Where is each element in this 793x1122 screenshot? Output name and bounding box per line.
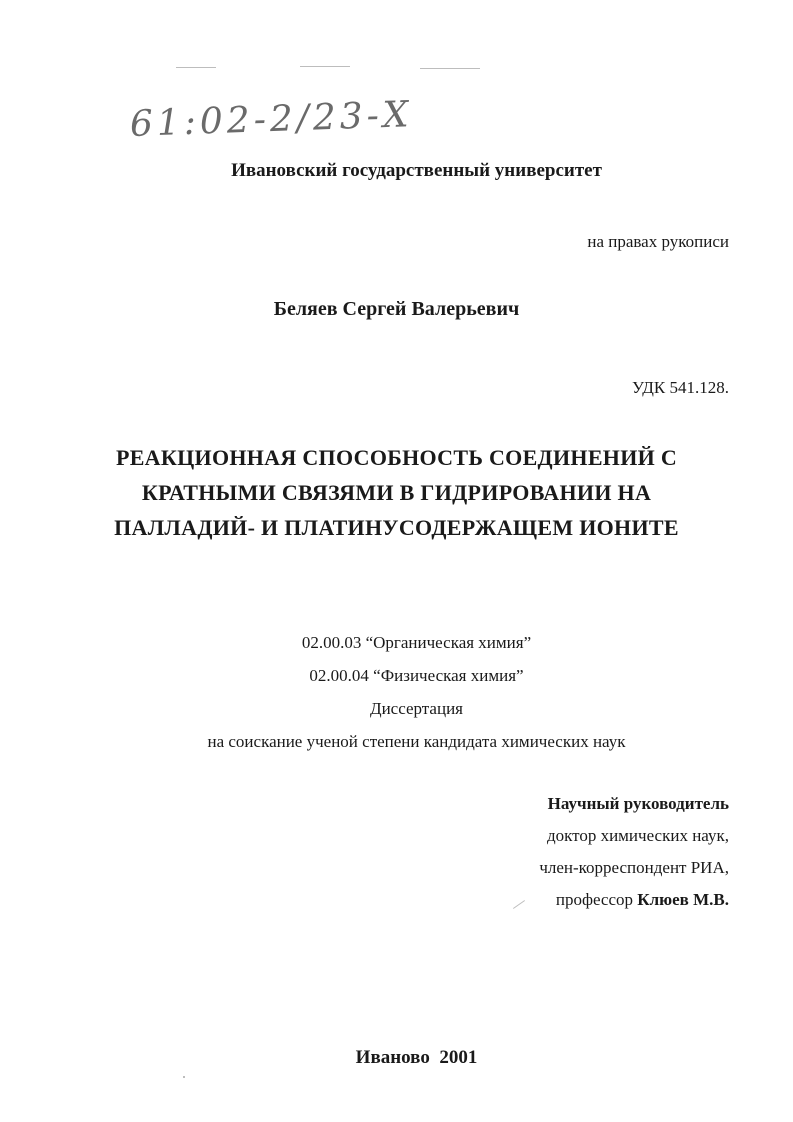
scan-speck (300, 66, 350, 67)
dissertation-title (0, 440, 793, 545)
udk-code: УДК 541.128. (631, 378, 729, 397)
degree-line: на соискание ученой степени кандидата химических наук (207, 732, 626, 751)
supervisor-block (539, 788, 729, 916)
city-year: Иваново 2001 (355, 1047, 478, 1068)
specialty-line: 02.00.03 “Органическая химия” (301, 633, 532, 652)
university-name: Ивановский государственный университет (231, 160, 602, 181)
supervisor-name-line (539, 884, 729, 916)
work-type: Диссертация (369, 699, 463, 718)
supervisor-degree: доктор химических наук, (546, 826, 729, 845)
title-line: КРАТНЫМИ СВЯЗЯМИ В ГИДРИРОВАНИИ НА (141, 480, 652, 505)
supervisor-rank: профессор (555, 890, 638, 909)
scan-speck (513, 900, 525, 909)
supervisor-heading: Научный руководитель (547, 794, 729, 813)
scan-speck (176, 67, 216, 68)
title-line: РЕАКЦИОННАЯ СПОСОБНОСТЬ СОЕДИНЕНИЙ С (115, 445, 678, 470)
specialty-line: 02.00.04 “Физическая химия” (309, 666, 524, 685)
manuscript-rights-note: на правах рукописи (587, 232, 729, 251)
scan-speck (420, 68, 480, 69)
author-name: Беляев Сергей Валерьевич (273, 298, 520, 320)
scan-speck (183, 1076, 185, 1078)
archive-handwritten-code: 61:02-2/23-Х (129, 94, 414, 145)
supervisor-title: член-корреспондент РИА, (539, 858, 729, 877)
title-line: ПАЛЛАДИЙ- И ПЛАТИНУСОДЕРЖАЩЕМ ИОНИТЕ (114, 515, 679, 540)
supervisor-name: Клюев М.В. (637, 890, 729, 909)
specialty-block (0, 626, 793, 758)
